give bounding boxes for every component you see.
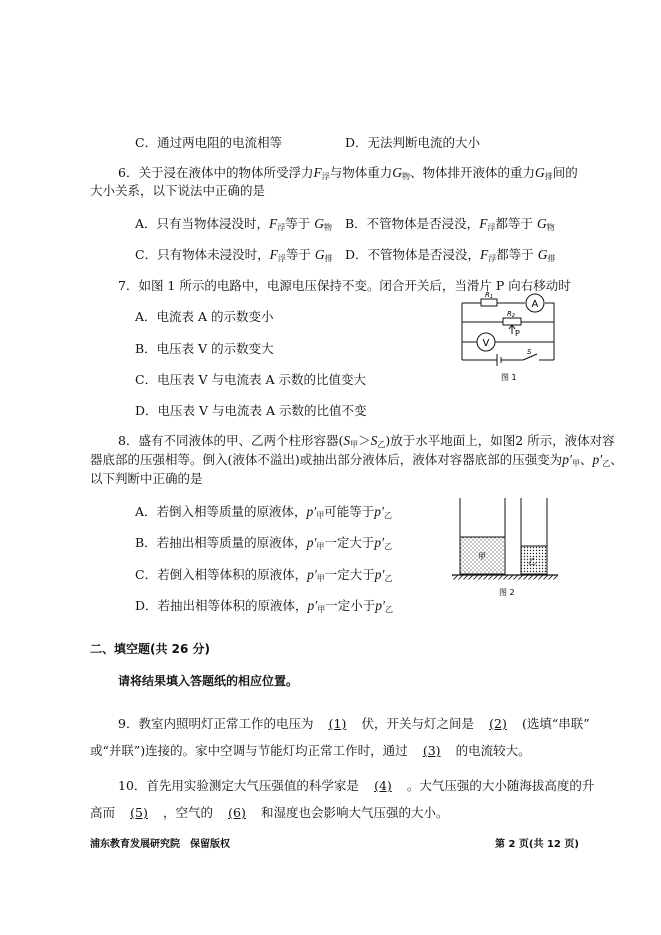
option-text: D．若抽出相等体积的原液体， (135, 598, 308, 613)
q8-stem-part: 器底部的压强相等。倒入(液体不溢出)或抽出部分液体后，液体对容器底部的压强变为 (90, 452, 563, 467)
subscript: 浮 (488, 254, 497, 263)
q9-text: 伏，开关与灯之间是 (361, 716, 474, 731)
footer-copyright: 浦东教育发展研究院 保留版权 (90, 839, 230, 850)
symbol-f: F (269, 216, 278, 231)
symbol-g: G (535, 165, 545, 180)
blank-6: (6) (228, 805, 246, 820)
option-text: 一定小于 (325, 598, 376, 613)
subscript: 甲 (316, 574, 325, 583)
subscript: 浮 (277, 254, 286, 263)
q8-option-c (135, 565, 393, 584)
q8-option-d (135, 596, 393, 615)
container-yi-label: 乙 (528, 557, 536, 566)
switch-label: S (527, 348, 532, 356)
q8-stem-part: 8．盛有不同液体的甲、乙两个柱形容器( (118, 433, 344, 448)
subscript: 排 (547, 254, 556, 263)
q6-stem-part: 间的 (552, 165, 578, 180)
q10-text: 。大气压强的大小随海拔高度的升 (406, 778, 595, 793)
q6-stem-line2: 大小关系，以下说法中正确的是 (90, 183, 266, 198)
subscript: 乙 (384, 542, 393, 551)
symbol-f: F (480, 247, 489, 262)
symbol-p-prime: p′ (374, 535, 385, 550)
r1-label: R1 (485, 291, 494, 300)
q9-line1 (118, 714, 590, 732)
option-text: A．只有当物体浸没时， (135, 216, 270, 231)
symbol-g: G (537, 247, 548, 262)
subscript: 乙 (384, 605, 393, 614)
figure-2-caption: 图 2 (499, 588, 515, 597)
q9-line2 (90, 741, 531, 759)
q7-option-d: D．电压表 V 与电流表 A 示数的比值不变 (135, 403, 367, 418)
q6-option-b (345, 214, 555, 233)
subscript: 乙 (384, 574, 393, 583)
q7-option-a: A．电流表 A 的示数变小 (135, 309, 274, 324)
symbol-f: F (269, 247, 278, 262)
symbol-g: G (314, 216, 325, 231)
q6-stem-part: 、物体排开液体的重力 (409, 165, 535, 180)
symbol-s: S (343, 433, 351, 448)
symbol-p-prime: p′ (592, 452, 603, 467)
q5-option-d: D．无法判断电流的大小 (345, 135, 481, 150)
option-text: 可能等于 (324, 504, 375, 519)
option-text: 一定大于 (324, 567, 375, 582)
section-heading: 二、填空题(共 26 分) (90, 642, 211, 656)
symbol-f: F (313, 165, 322, 180)
subscript: 排 (324, 254, 333, 263)
q6-option-c (135, 245, 333, 264)
q8-stem-part: ＞ (358, 433, 371, 448)
q10-text: 和湿度也会影响大气压强的大小。 (261, 805, 449, 820)
subscript: 甲 (316, 511, 325, 520)
q7-option-b: B．电压表 V 的示数变大 (135, 341, 274, 356)
subscript: 排 (544, 172, 553, 181)
symbol-p-prime: p′ (306, 504, 317, 519)
q10-line1 (118, 776, 594, 794)
subscript: 乙 (377, 440, 386, 449)
option-text: D．不管物体是否浸没， (345, 247, 481, 262)
symbol-p-prime: p′ (307, 567, 317, 582)
footer-page-number: 第 2 页(共 12 页) (495, 839, 579, 850)
q6-stem-part: 6．关于浸在液体中的物体所受浮力 (118, 165, 314, 180)
blank-5: (5) (130, 805, 148, 820)
option-text: 都等于 (496, 247, 534, 262)
option-text: B．不管物体是否浸没， (345, 216, 480, 231)
subscript: 物 (546, 223, 555, 232)
q5-option-c: C．通过两电阻的电流相等 (135, 135, 283, 150)
blank-4: (4) (374, 778, 392, 793)
ground-hatch (452, 576, 558, 580)
symbol-g: G (314, 247, 325, 262)
q9-text: 的电流较大。 (455, 743, 531, 758)
option-text: 等于 (285, 216, 311, 231)
option-text: 等于 (285, 247, 311, 262)
q10-text: 高而 (90, 805, 116, 820)
subscript: 甲 (571, 459, 580, 468)
q8-option-b (135, 533, 392, 552)
figure-2-containers (448, 495, 563, 603)
q7-option-c: C．电压表 V 与电流表 A 示数的比值变大 (135, 372, 367, 387)
q8-stem-line3: 以下判断中正确的是 (90, 471, 203, 486)
option-text: A．若倒入相等质量的原液体， (135, 504, 307, 519)
subscript: 甲 (317, 605, 326, 614)
subscript: 乙 (383, 511, 392, 520)
section-instruction: 请将结果填入答题纸的相应位置。 (118, 674, 299, 688)
q9-text: 或“并联”)连接的。家中空调与节能灯均正常工作时，通过 (90, 743, 408, 758)
ammeter-label: A (531, 299, 539, 310)
q6-option-a (135, 214, 332, 233)
option-text: C．若倒入相等体积的原液体， (135, 567, 308, 582)
subscript: 物 (401, 172, 410, 181)
slider-label: P (515, 329, 520, 338)
subscript: 乙 (602, 459, 611, 468)
q8-stem-part: )放于水平地面上，如图2 所示，液体对容 (385, 433, 615, 448)
option-text: 一定大于 (324, 535, 375, 550)
q10-text: 10．首先用实验测定大气压强值的科学家是 (118, 778, 359, 793)
q8-stem-part: 、 (610, 452, 623, 467)
symbol-p-prime: p′ (375, 598, 385, 613)
r2-label: R2 (507, 310, 516, 319)
q9-text: (选填“串联” (521, 716, 590, 731)
q8-stem-part: 、 (579, 452, 593, 467)
q9-text: 9．教室内照明灯正常工作的电压为 (118, 716, 314, 731)
voltmeter-label: V (482, 338, 490, 349)
symbol-p-prime: p′ (374, 504, 384, 519)
figure-1-circuit (455, 290, 575, 386)
container-jia-label: 甲 (478, 552, 486, 561)
subscript: 甲 (350, 440, 359, 449)
symbol-p-prime: p′ (307, 598, 318, 613)
symbol-f: F (479, 216, 488, 231)
q6-stem-line1 (118, 163, 578, 182)
figure-1-caption: 图 1 (501, 373, 517, 382)
symbol-p-prime: p′ (306, 535, 317, 550)
subscript: 甲 (316, 542, 325, 551)
symbol-g: G (536, 216, 547, 231)
subscript: 浮 (321, 172, 330, 181)
q8-stem-line2 (90, 450, 623, 469)
symbol-p-prime: p′ (562, 452, 572, 467)
symbol-g: G (392, 165, 402, 180)
symbol-p-prime: p′ (374, 567, 385, 582)
q10-line2 (90, 803, 449, 821)
q7-stem: 7．如图 1 所示的电路中，电源电压保持不变。闭合开关后，当滑片 P 向右移动时 (118, 278, 571, 293)
blank-2: (2) (489, 716, 507, 731)
subscript: 浮 (487, 223, 496, 232)
q6-stem-part: 与物体重力 (329, 165, 393, 180)
q10-text: ，空气的 (163, 805, 214, 820)
q6-option-d (345, 245, 556, 264)
q8-stem-line1 (118, 431, 615, 450)
blank-3: (3) (422, 743, 441, 758)
subscript: 物 (324, 223, 333, 232)
option-text: C．只有物体未浸没时， (135, 247, 270, 262)
symbol-s: S (370, 433, 378, 448)
blank-1: (1) (328, 716, 347, 731)
option-text: B．若抽出相等质量的原液体， (135, 535, 307, 550)
subscript: 浮 (277, 223, 286, 232)
option-text: 都等于 (495, 216, 533, 231)
q8-option-a (135, 502, 392, 521)
